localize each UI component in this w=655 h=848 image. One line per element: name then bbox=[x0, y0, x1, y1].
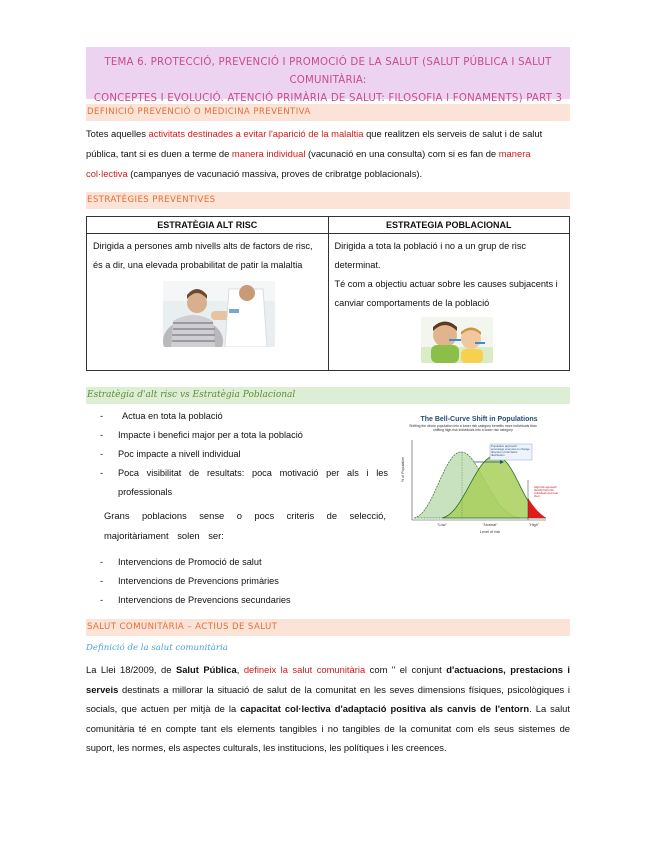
comparison-bullet-list bbox=[98, 407, 388, 502]
emphasis-run: activitats destinades a evitar l'aparició de la malaltia bbox=[148, 128, 364, 139]
list-item bbox=[98, 591, 398, 610]
section-heading-comparacio: Estratègia d'alt risc vs Estratègia Poblacional bbox=[86, 387, 570, 404]
strategies-table bbox=[86, 216, 570, 371]
text-run: destinats a millorar la situació de salut de la comunitat en les seves dimensions físiques, psicològiques i socials, que actuen per mitjà de la bbox=[86, 683, 570, 714]
list-item bbox=[98, 464, 388, 502]
vaccination-photo bbox=[163, 281, 275, 347]
list-item-text: Poc impacte a nivell individual bbox=[118, 449, 241, 459]
text-run: , bbox=[236, 664, 244, 675]
figure-subtitle: Shifting the whole population into a lower risk category benefits more individuals than shifting high-risk individuals into a lower risk category bbox=[409, 424, 537, 433]
bold-run: Salut Pública bbox=[175, 664, 237, 675]
list-item bbox=[98, 407, 388, 426]
sub-heading-definicio: Definició de la salut comunitària bbox=[86, 643, 228, 653]
interventions-list bbox=[98, 553, 398, 610]
col-header-poblacional: ESTRATEGIA POBLACIONAL bbox=[328, 217, 570, 234]
list-item bbox=[98, 572, 398, 591]
alt-risc-text: Dirigida a persones amb nivells alts de factors de risc, és a dir, una elevada probabilitat de patir la malaltia bbox=[93, 241, 313, 270]
text-run: que realitzen els serveis de salut i de salut pública, tant si es duen a terme de bbox=[86, 128, 543, 159]
emphasis-run: defineix la salut comunitària bbox=[243, 664, 366, 675]
poblacional-text-1: Dirigida a tota la població i no a un grup de risc determinat. bbox=[334, 241, 527, 270]
x-axis-label: Level of risk bbox=[479, 530, 501, 534]
col-header-alt-risc: ESTRATÈGIA ALT RISC bbox=[87, 217, 329, 234]
list-item-text: Poca visibilitat de resultats: poca motivació per als i les professionals bbox=[118, 468, 388, 497]
text-run: . La salut comunitària té en compte tant els elements tangibles i no tangibles de la comunitat com els seus sistemes de suport, les normes, els aspectes culturals, les institucions, les polítiques i les creences. bbox=[86, 703, 570, 753]
text-run: (vacunació en una consulta) com si es fan de bbox=[305, 148, 499, 159]
emphasis-run: manera individual bbox=[231, 148, 306, 159]
text-run: La Llei 18/2009, de bbox=[86, 664, 176, 675]
bell-curve-figure bbox=[394, 410, 564, 542]
bold-run: d'actuacions, prestacions i serveis bbox=[86, 664, 571, 695]
list-item-text: Intervencions de Prevencions secundaries bbox=[118, 595, 291, 605]
population-approach-label: Population approach: encourage everyone to change direction of risk factor distribution bbox=[491, 445, 530, 458]
text-run: com " el conjunt bbox=[365, 664, 447, 675]
comunitaria-paragraph bbox=[86, 660, 570, 758]
emphasis-run: manera col·lectiva bbox=[86, 148, 531, 179]
list-item-text: Intervencions de Prevencions primàries bbox=[118, 576, 279, 586]
x-tick-low: "Low" bbox=[437, 523, 447, 527]
section-heading-estrategies: ESTRATÈGIES PREVENTIVES bbox=[86, 192, 570, 209]
y-axis-label: % of Population bbox=[401, 456, 405, 482]
title-line-2: CONCEPTES I EVOLUCIÓ. ATENCIÓ PRIMÀRIA DE SALUT: FILOSOFIA I FONAMENTS) PART 3 bbox=[93, 93, 563, 104]
bold-run: capacitat col·lectiva d'adaptació positiva als canvis de l'entorn bbox=[240, 703, 530, 714]
x-tick-high: "High" bbox=[528, 523, 540, 527]
list-item bbox=[98, 445, 388, 464]
list-item bbox=[98, 426, 388, 445]
page-title bbox=[86, 47, 570, 104]
list-item-text: Impacte i benefici major per a tota la població bbox=[118, 430, 303, 440]
brushing-teeth-photo bbox=[421, 317, 493, 363]
figure-title: The Bell-Curve Shift in Populations bbox=[420, 416, 538, 423]
section-heading-comunitaria: SALUT COMUNITÀRIA – ACTIUS DE SALUT bbox=[86, 619, 570, 636]
cell-alt-risc bbox=[87, 234, 329, 371]
section-heading-prevencio: DEFINICIÓ PREVENCIÓ O MEDICINA PREVENTIVA bbox=[86, 104, 570, 121]
list-item-text: Intervencions de Promoció de salut bbox=[118, 557, 262, 567]
cell-poblacional bbox=[328, 234, 570, 371]
x-tick-normal: "Normal" bbox=[482, 523, 498, 527]
grans-poblacions-text: Grans poblacions sense o pocs criteris de selecció, majoritàriament solen ser: bbox=[104, 510, 386, 541]
poblacional-text-2: Té com a objectiu actuar sobre les causes subjacents i canviar comportaments de la població bbox=[334, 279, 558, 308]
text-run: (campanyes de vacunació massiva, proves de cribratge poblacionals). bbox=[127, 168, 423, 179]
list-item-text: Actua en tota la població bbox=[122, 411, 223, 421]
title-line-1: TEMA 6. PROTECCIÓ, PREVENCIÓ I PROMOCIÓ DE LA SALUT (SALUT PÚBLICA I SALUT COMUNITÀRIA: bbox=[104, 57, 552, 86]
prevencio-paragraph bbox=[86, 124, 570, 184]
text-run: Totes aquelles bbox=[86, 128, 149, 139]
list-item bbox=[98, 553, 398, 572]
high-risk-label: High-risk approach: Identify high-risk individuals and treat them bbox=[534, 486, 558, 498]
